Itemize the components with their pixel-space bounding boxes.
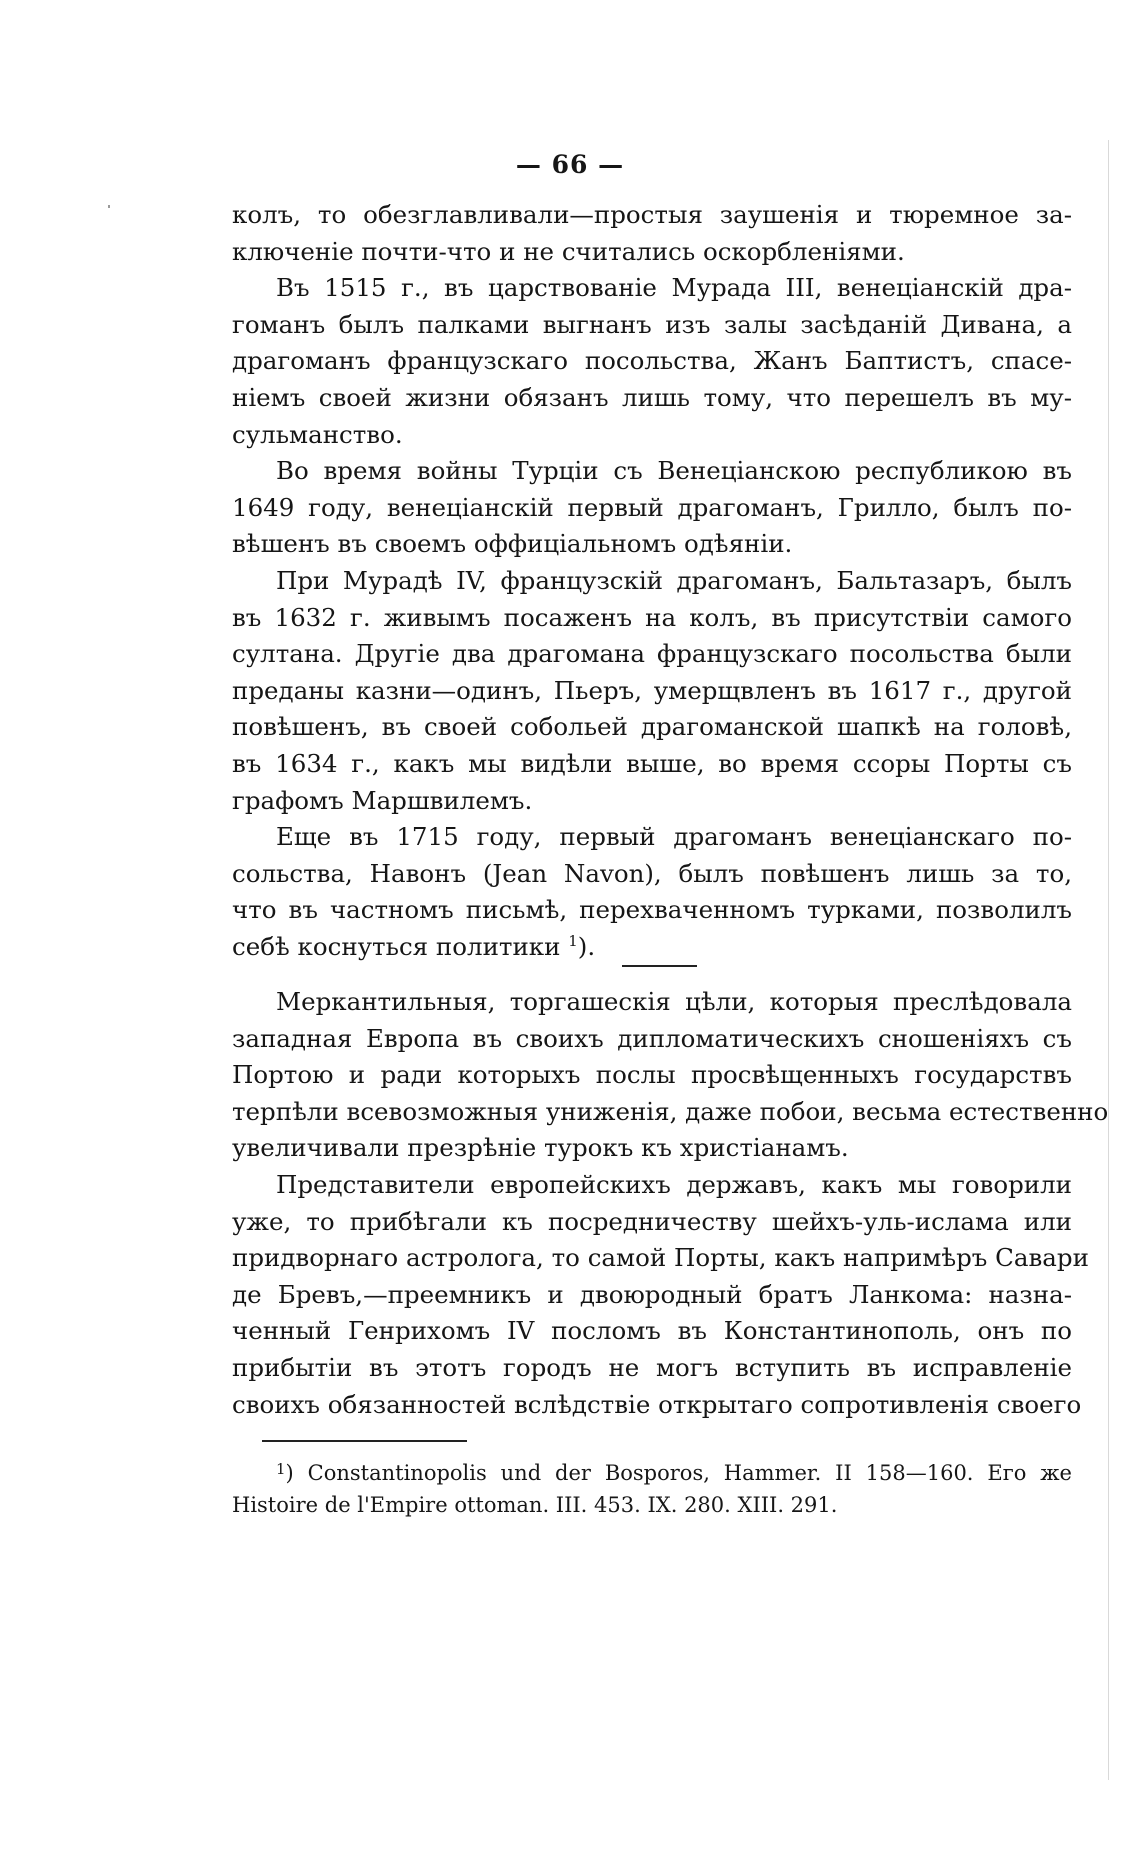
text-line: колъ, то обезглавливали—простыя заушенія и тюремное за- (232, 200, 1072, 229)
text-line: графомъ Маршвилемъ. (232, 785, 533, 815)
text-line: ніемъ своей жизни обязанъ лишь тому, что перешелъ въ му- (232, 382, 1072, 412)
text-line: султана. Другіе два драгомана французскаго посольства были (232, 639, 1072, 669)
text-line: уже, то прибѣгали къ посредничеству шейхъ-уль-ислама или (232, 1206, 1072, 1236)
text-line: увеличивали презрѣніе турокъ къ христіанамъ. (232, 1133, 849, 1163)
section-divider (622, 965, 697, 967)
text-line: прибытіи въ этотъ городъ не могъ вступить въ исправленіе (232, 1352, 1072, 1382)
text-line: преданы казни—одинъ, Пьеръ, умерщвленъ въ 1617 г., другой (232, 675, 1072, 705)
text-line: въ 1632 г. живымъ посаженъ на колъ, въ присутствіи самого (232, 602, 1072, 632)
text-line: ченный Генрихомъ IV посломъ въ Константинополь, онъ по (232, 1316, 1072, 1346)
text-line: вѣшенъ въ своемъ оффиціальномъ одѣяніи. (232, 529, 793, 559)
text-line: западная Европа въ своихъ дипломатическихъ сношеніяхъ съ (232, 1023, 1072, 1053)
text-line-with-footnote-ref (232, 929, 1072, 966)
text-line: гоманъ былъ палками выгнанъ изъ залы засѣданій Дивана, а (232, 309, 1072, 339)
text-line: придворнаго астролога, то самой Порты, какъ напримѣръ Савари (232, 1243, 1089, 1273)
text-line: въ 1634 г., какъ мы видѣли выше, во время ссоры Порты съ (232, 748, 1072, 778)
text-line: сульманство. (232, 419, 403, 449)
text-line: драгоманъ французскаго посольства, Жанъ Баптистъ, спасе- (232, 346, 1072, 376)
main-text-lower (232, 984, 1109, 1423)
footnote-divider (262, 1440, 467, 1442)
text-line: Представители европейскихъ державъ, какъ мы говорили (276, 1169, 1072, 1199)
text-line: Портою и ради которыхъ послы просвѣщенныхъ государствъ (232, 1060, 1072, 1090)
footnote-line (232, 1457, 1072, 1489)
scan-edge-line (1108, 140, 1109, 1780)
page-number: — 66 — (515, 150, 625, 179)
text-line: ключеніе почти-что и не считались оскорбленіями. (232, 236, 905, 266)
footnote-text: Constantinopolis und der Bosporos, Hammer. II 158—160. Его же (307, 1461, 1072, 1485)
footnote-line: Histoire de l'Empire ottoman. III. 453. IX. 280. XIII. 291. (232, 1493, 838, 1517)
footnote-block (232, 1457, 1072, 1521)
text-line: При Мурадѣ IV, французскій драгоманъ, Бальтазаръ, былъ (276, 565, 1072, 595)
text-line: своихъ обязанностей вслѣдствіе открытаго сопротивленія своего (232, 1389, 1082, 1419)
text-line: Еще въ 1715 году, первый драгоманъ венеціанскаго по- (276, 822, 1072, 852)
footnote-reference: 1 (568, 931, 578, 950)
text-line: Во время войны Турціи съ Венеціанскою республикою въ (276, 456, 1072, 486)
text-line: повѣшенъ, въ своей собольей драгоманской шапкѣ на головѣ, (232, 712, 1072, 742)
footnote-marker-close: ) (285, 1461, 294, 1485)
text-line: 1649 году, венеціанскій первый драгоманъ, Грилло, былъ по- (232, 492, 1072, 522)
text-line: Въ 1515 г., въ царствованіе Мурада III, венеціанскій дра- (276, 273, 1072, 303)
text-line: терпѣли всевозможныя униженія, даже побои, весьма естественно (232, 1096, 1109, 1126)
text-line: что въ частномъ письмѣ, перехваченномъ турками, позволилъ (232, 895, 1072, 925)
scan-speck (108, 205, 110, 208)
text-fragment: ). (577, 931, 596, 961)
text-line: Меркантильныя, торгашескія цѣли, которыя преслѣдовала (276, 987, 1072, 1016)
text-line: сольства, Навонъ (Jean Navon), былъ повѣшенъ лишь за то, (232, 858, 1072, 888)
main-text-upper (232, 197, 1072, 965)
footnote-marker: 1 (276, 1460, 286, 1478)
text-line: де Бревъ,—преемникъ и двоюродный братъ Ланкома: назна- (232, 1279, 1072, 1309)
text-fragment: себѣ коснуться политики (232, 931, 561, 961)
